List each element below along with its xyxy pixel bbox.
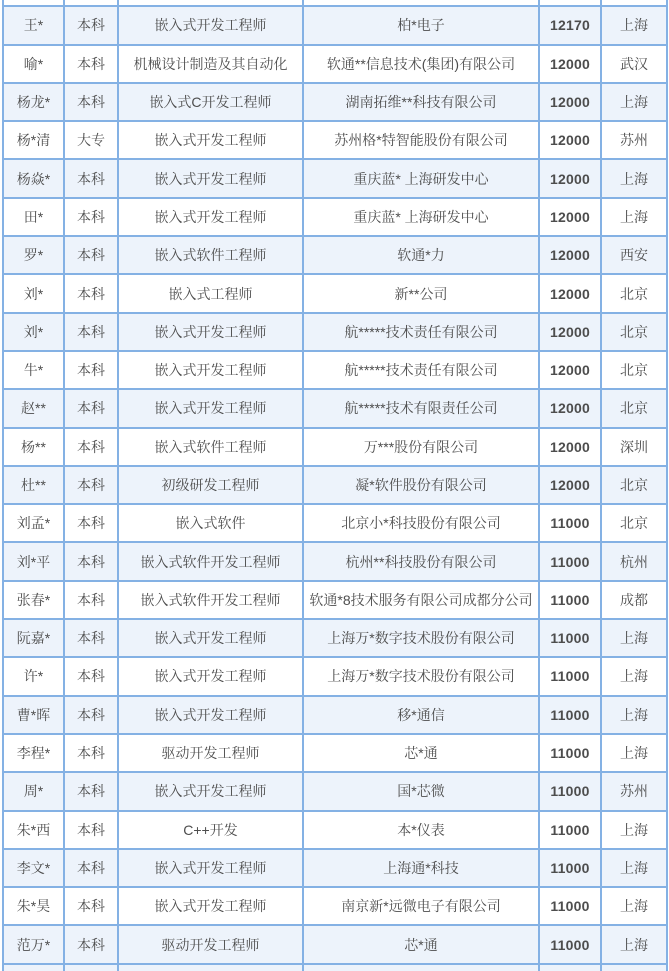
table-row: [3, 159, 667, 197]
cell-city: 武汉: [601, 45, 667, 83]
cell-job-title: 机械设计制造及其自动化: [118, 45, 303, 83]
cell-city: 北京: [601, 274, 667, 312]
cell-education: 本科: [64, 581, 118, 619]
table-row: [3, 6, 667, 44]
cell-job-title: 嵌入式开发工程师: [118, 389, 303, 427]
cell-company: 苏州格*特智能股份有限公司: [303, 121, 539, 159]
cell-job-title: 嵌入式开发工程师: [118, 696, 303, 734]
cell-job-title: 嵌入式软件: [118, 504, 303, 542]
cell-name: 张春*: [3, 581, 64, 619]
cell-name: 罗*: [3, 236, 64, 274]
cell-name: 田*: [3, 198, 64, 236]
table-row: [3, 619, 667, 657]
cell-salary: 11000: [539, 734, 601, 772]
cell-job-title: 驱动开发工程师: [118, 734, 303, 772]
table-row: [3, 236, 667, 274]
cell-job-title: 嵌入式开发工程师: [118, 198, 303, 236]
cell-salary: 11000: [539, 542, 601, 580]
table-row: [3, 887, 667, 925]
cell-salary: 12000: [539, 274, 601, 312]
cell-city: 北京: [601, 313, 667, 351]
table-row: [3, 466, 667, 504]
cell-name: 杨**: [3, 428, 64, 466]
table-row: [3, 198, 667, 236]
cell-city: 上海: [601, 849, 667, 887]
cell-name: 杨龙*: [3, 83, 64, 121]
cell-company: 软通*8技术服务有限公司成都分公司: [303, 581, 539, 619]
cell-name: 许*: [3, 657, 64, 695]
cell-salary: 11000: [539, 696, 601, 734]
table-row: [3, 734, 667, 772]
cell-salary: 11000: [539, 581, 601, 619]
cell-education: 本科: [64, 811, 118, 849]
cell-salary: 12000: [539, 313, 601, 351]
cell-education: 本科: [64, 428, 118, 466]
cell-job-title: 驱动开发工程师: [118, 925, 303, 963]
cell-city: 上海: [601, 619, 667, 657]
cell-empty: [118, 964, 303, 971]
cell-job-title: 嵌入式工程师: [118, 274, 303, 312]
cell-salary: 11000: [539, 772, 601, 810]
cell-city: 杭州: [601, 542, 667, 580]
cell-name: 周*: [3, 772, 64, 810]
cell-job-title: 嵌入式开发工程师: [118, 849, 303, 887]
cell-company: 航*****技术责任有限公司: [303, 351, 539, 389]
cell-salary: 12000: [539, 198, 601, 236]
cell-job-title: 嵌入式C开发工程师: [118, 83, 303, 121]
cell-salary: 11000: [539, 925, 601, 963]
cell-salary: 12000: [539, 351, 601, 389]
cell-city: 深圳: [601, 428, 667, 466]
cell-company: 柏*电子: [303, 6, 539, 44]
cell-education: 大专: [64, 121, 118, 159]
cell-education: 本科: [64, 198, 118, 236]
cell-education: 本科: [64, 313, 118, 351]
cell-company: 芯*通: [303, 734, 539, 772]
cell-company: 上海万*数字技术股份有限公司: [303, 619, 539, 657]
cell-education: 本科: [64, 542, 118, 580]
cell-city: 上海: [601, 159, 667, 197]
cell-education: 本科: [64, 45, 118, 83]
cell-empty: [64, 964, 118, 971]
salary-table-body: [3, 0, 667, 971]
cell-education: 本科: [64, 236, 118, 274]
partial-row-bottom: [3, 964, 667, 971]
table-row: [3, 925, 667, 963]
cell-name: 杨焱*: [3, 159, 64, 197]
cell-job-title: 嵌入式开发工程师: [118, 313, 303, 351]
table-row: [3, 657, 667, 695]
cell-city: 上海: [601, 887, 667, 925]
cell-city: 上海: [601, 734, 667, 772]
cell-job-title: 嵌入式开发工程师: [118, 772, 303, 810]
cell-salary: 12170: [539, 6, 601, 44]
cell-company: 凝*软件股份有限公司: [303, 466, 539, 504]
cell-city: 北京: [601, 389, 667, 427]
cell-name: 刘*: [3, 274, 64, 312]
cell-company: 芯*通: [303, 925, 539, 963]
table-row: [3, 772, 667, 810]
cell-city: 北京: [601, 351, 667, 389]
cell-name: 王*: [3, 6, 64, 44]
table-row: [3, 121, 667, 159]
cell-salary: 12000: [539, 45, 601, 83]
cell-salary: 11000: [539, 657, 601, 695]
cell-city: 上海: [601, 83, 667, 121]
cell-job-title: 嵌入式开发工程师: [118, 6, 303, 44]
cell-job-title: 嵌入式开发工程师: [118, 657, 303, 695]
cell-job-title: 嵌入式开发工程师: [118, 159, 303, 197]
cell-company: 软通*力: [303, 236, 539, 274]
cell-name: 刘孟*: [3, 504, 64, 542]
table-row: [3, 274, 667, 312]
cell-company: 重庆蓝* 上海研发中心: [303, 159, 539, 197]
table-row: [3, 428, 667, 466]
table-row: [3, 696, 667, 734]
cell-company: 上海万*数字技术股份有限公司: [303, 657, 539, 695]
cell-city: 成都: [601, 581, 667, 619]
table-row: [3, 83, 667, 121]
cell-salary: 12000: [539, 236, 601, 274]
cell-education: 本科: [64, 466, 118, 504]
cell-education: 本科: [64, 734, 118, 772]
cell-empty: [3, 964, 64, 971]
cell-company: 移*通信: [303, 696, 539, 734]
cell-name: 朱*西: [3, 811, 64, 849]
cell-education: 本科: [64, 6, 118, 44]
cell-city: 上海: [601, 696, 667, 734]
table-row: [3, 351, 667, 389]
cell-city: 苏州: [601, 772, 667, 810]
cell-education: 本科: [64, 849, 118, 887]
cell-company: 上海通*科技: [303, 849, 539, 887]
cell-salary: 12000: [539, 428, 601, 466]
cell-name: 刘*平: [3, 542, 64, 580]
cell-job-title: 嵌入式软件开发工程师: [118, 581, 303, 619]
cell-company: 杭州**科技股份有限公司: [303, 542, 539, 580]
cell-name: 牛*: [3, 351, 64, 389]
cell-education: 本科: [64, 696, 118, 734]
cell-education: 本科: [64, 274, 118, 312]
cell-salary: 11000: [539, 849, 601, 887]
cell-salary: 12000: [539, 83, 601, 121]
cell-city: 北京: [601, 504, 667, 542]
cell-company: 万***股份有限公司: [303, 428, 539, 466]
cell-job-title: 嵌入式软件工程师: [118, 428, 303, 466]
table-row: [3, 581, 667, 619]
cell-name: 曹*晖: [3, 696, 64, 734]
cell-salary: 12000: [539, 466, 601, 504]
cell-company: 航*****技术有限责任公司: [303, 389, 539, 427]
cell-empty: [601, 964, 667, 971]
cell-city: 上海: [601, 925, 667, 963]
cell-education: 本科: [64, 772, 118, 810]
cell-company: 北京小*科技股份有限公司: [303, 504, 539, 542]
table-row: [3, 313, 667, 351]
cell-education: 本科: [64, 351, 118, 389]
cell-name: 杨*清: [3, 121, 64, 159]
cell-job-title: 嵌入式开发工程师: [118, 619, 303, 657]
cell-salary: 11000: [539, 619, 601, 657]
cell-job-title: 嵌入式软件工程师: [118, 236, 303, 274]
cell-city: 西安: [601, 236, 667, 274]
cell-name: 李文*: [3, 849, 64, 887]
cell-salary: 11000: [539, 887, 601, 925]
cell-job-title: 嵌入式开发工程师: [118, 887, 303, 925]
cell-salary: 11000: [539, 504, 601, 542]
cell-name: 朱*昊: [3, 887, 64, 925]
cell-salary: 11000: [539, 811, 601, 849]
cell-name: 喻*: [3, 45, 64, 83]
table-row: [3, 811, 667, 849]
cell-job-title: 嵌入式软件开发工程师: [118, 542, 303, 580]
cell-job-title: C++开发: [118, 811, 303, 849]
cell-city: 上海: [601, 657, 667, 695]
cell-job-title: 嵌入式开发工程师: [118, 121, 303, 159]
cell-company: 南京新*远微电子有限公司: [303, 887, 539, 925]
cell-education: 本科: [64, 83, 118, 121]
table-row: [3, 849, 667, 887]
cell-name: 杜**: [3, 466, 64, 504]
cell-education: 本科: [64, 504, 118, 542]
cell-company: 重庆蓝* 上海研发中心: [303, 198, 539, 236]
cell-education: 本科: [64, 619, 118, 657]
cell-name: 范万*: [3, 925, 64, 963]
cell-name: 阮嘉*: [3, 619, 64, 657]
salary-table: [2, 0, 668, 971]
cell-education: 本科: [64, 925, 118, 963]
cell-empty: [539, 964, 601, 971]
cell-company: 本*仪表: [303, 811, 539, 849]
cell-city: 上海: [601, 6, 667, 44]
cell-education: 本科: [64, 657, 118, 695]
cell-company: 国*芯微: [303, 772, 539, 810]
cell-job-title: 嵌入式开发工程师: [118, 351, 303, 389]
cell-name: 刘*: [3, 313, 64, 351]
table-row: [3, 45, 667, 83]
cell-job-title: 初级研发工程师: [118, 466, 303, 504]
cell-company: 软通**信息技术(集团)有限公司: [303, 45, 539, 83]
cell-city: 苏州: [601, 121, 667, 159]
table-row: [3, 542, 667, 580]
cell-salary: 12000: [539, 389, 601, 427]
cell-city: 上海: [601, 198, 667, 236]
cell-company: 湖南拓维**科技有限公司: [303, 83, 539, 121]
cell-education: 本科: [64, 887, 118, 925]
cell-salary: 12000: [539, 121, 601, 159]
cell-name: 赵**: [3, 389, 64, 427]
table-row: [3, 504, 667, 542]
cell-city: 上海: [601, 811, 667, 849]
cell-city: 北京: [601, 466, 667, 504]
cell-salary: 12000: [539, 159, 601, 197]
cell-name: 李程*: [3, 734, 64, 772]
cell-education: 本科: [64, 389, 118, 427]
cell-empty: [303, 964, 539, 971]
table-row: [3, 389, 667, 427]
cell-company: 新**公司: [303, 274, 539, 312]
cell-company: 航*****技术责任有限公司: [303, 313, 539, 351]
cell-education: 本科: [64, 159, 118, 197]
